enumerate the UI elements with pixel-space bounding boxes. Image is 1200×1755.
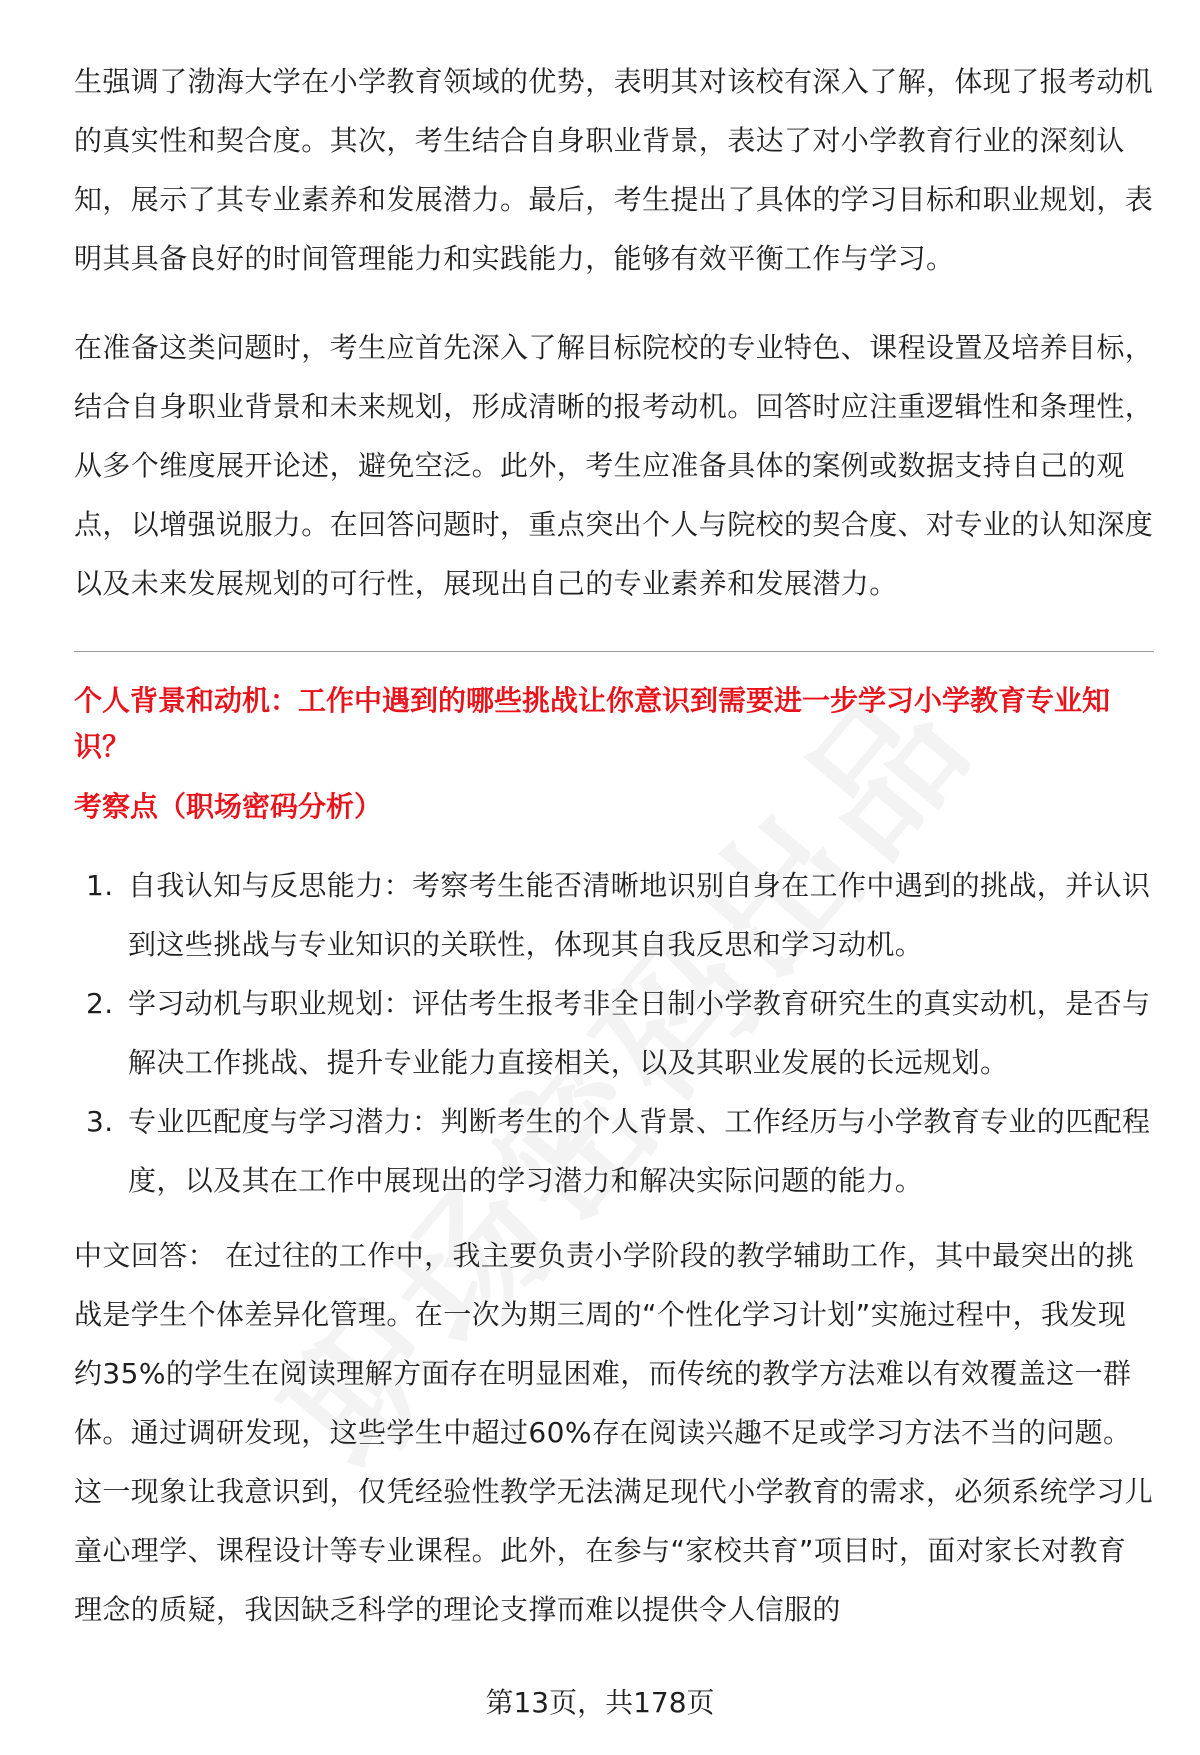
list-item [74,974,1154,1092]
list-item [74,856,1154,974]
page-number: 第13页，共178页 [485,1686,715,1719]
analysis-points-list [74,856,1154,1210]
list-item-number: 1. [86,869,114,902]
list-item-text: 学习动机与职业规划：评估考生报考非全日制小学教育研究生的真实动机，是否与解决工作挑战、提升专业能力直接相关，以及其职业发展的长远规划。 [128,987,1151,1079]
list-item-text: 自我认知与反思能力：考察考生能否清晰地识别自身在工作中遇到的挑战，并认识到这些挑战与专业知识的关联性，体现其自我反思和学习动机。 [128,869,1151,961]
answer-paragraph: 中文回答： 在过往的工作中，我主要负责小学阶段的教学辅助工作，其中最突出的挑战是学生个体差异化管理。在一次为期三周的“个性化学习计划”实施过程中，我发现约35%的学生在阅读理解方面存在明显困难，而传统的教学方法难以有效覆盖这一群体。通过调研发现，这些学生中超过60%存在阅读兴趣不足或学习方法不当的问题。这一现象让我意识到，仅凭经验性教学无法满足现代小学教育的需求，必须系统学习儿童心理学、课程设计等专业课程。此外，在参与“家校共育”项目时，面对家长对教育理念的质疑，我因缺乏科学的理论支撑而难以提供令人信服的 [74,1239,1154,1626]
list-item-number: 3. [86,1105,114,1138]
analysis-subtitle: 考察点（职场密码分析） [74,790,383,823]
page-content [74,52,1154,1639]
list-item-number: 2. [86,987,114,1020]
list-item [74,1092,1154,1210]
intro-paragraph: 生强调了渤海大学在小学教育领域的优势，表明其对该校有深入了解，体现了报考动机的真实性和契合度。其次，考生结合自身职业背景，表达了对小学教育行业的深刻认知，展示了其专业素养和发展潜力。最后，考生提出了具体的学习目标和职业规划，表明其具备良好的时间管理能力和实践能力，能够有效平衡工作与学习。 [74,65,1154,275]
list-item-text: 专业匹配度与学习潜力：判断考生的个人背景、工作经历与小学教育专业的匹配程度，以及其在工作中展现出的学习潜力和解决实际问题的能力。 [128,1105,1151,1197]
section-divider [74,651,1154,652]
advice-paragraph: 在准备这类问题时，考生应首先深入了解目标院校的专业特色、课程设置及培养目标，结合自身职业背景和未来规划，形成清晰的报考动机。回答时应注重逻辑性和条理性，从多个维度展开论述，避免空泛。此外，考生应准备具体的案例或数据支持自己的观点，以增强说服力。在回答问题时，重点突出个人与院校的契合度、对专业的认知深度以及未来发展规划的可行性，展现出自己的专业素养和发展潜力。 [74,331,1154,600]
question-title: 个人背景和动机：工作中遇到的哪些挑战让你意识到需要进一步学习小学教育专业知识？ [74,684,1111,763]
